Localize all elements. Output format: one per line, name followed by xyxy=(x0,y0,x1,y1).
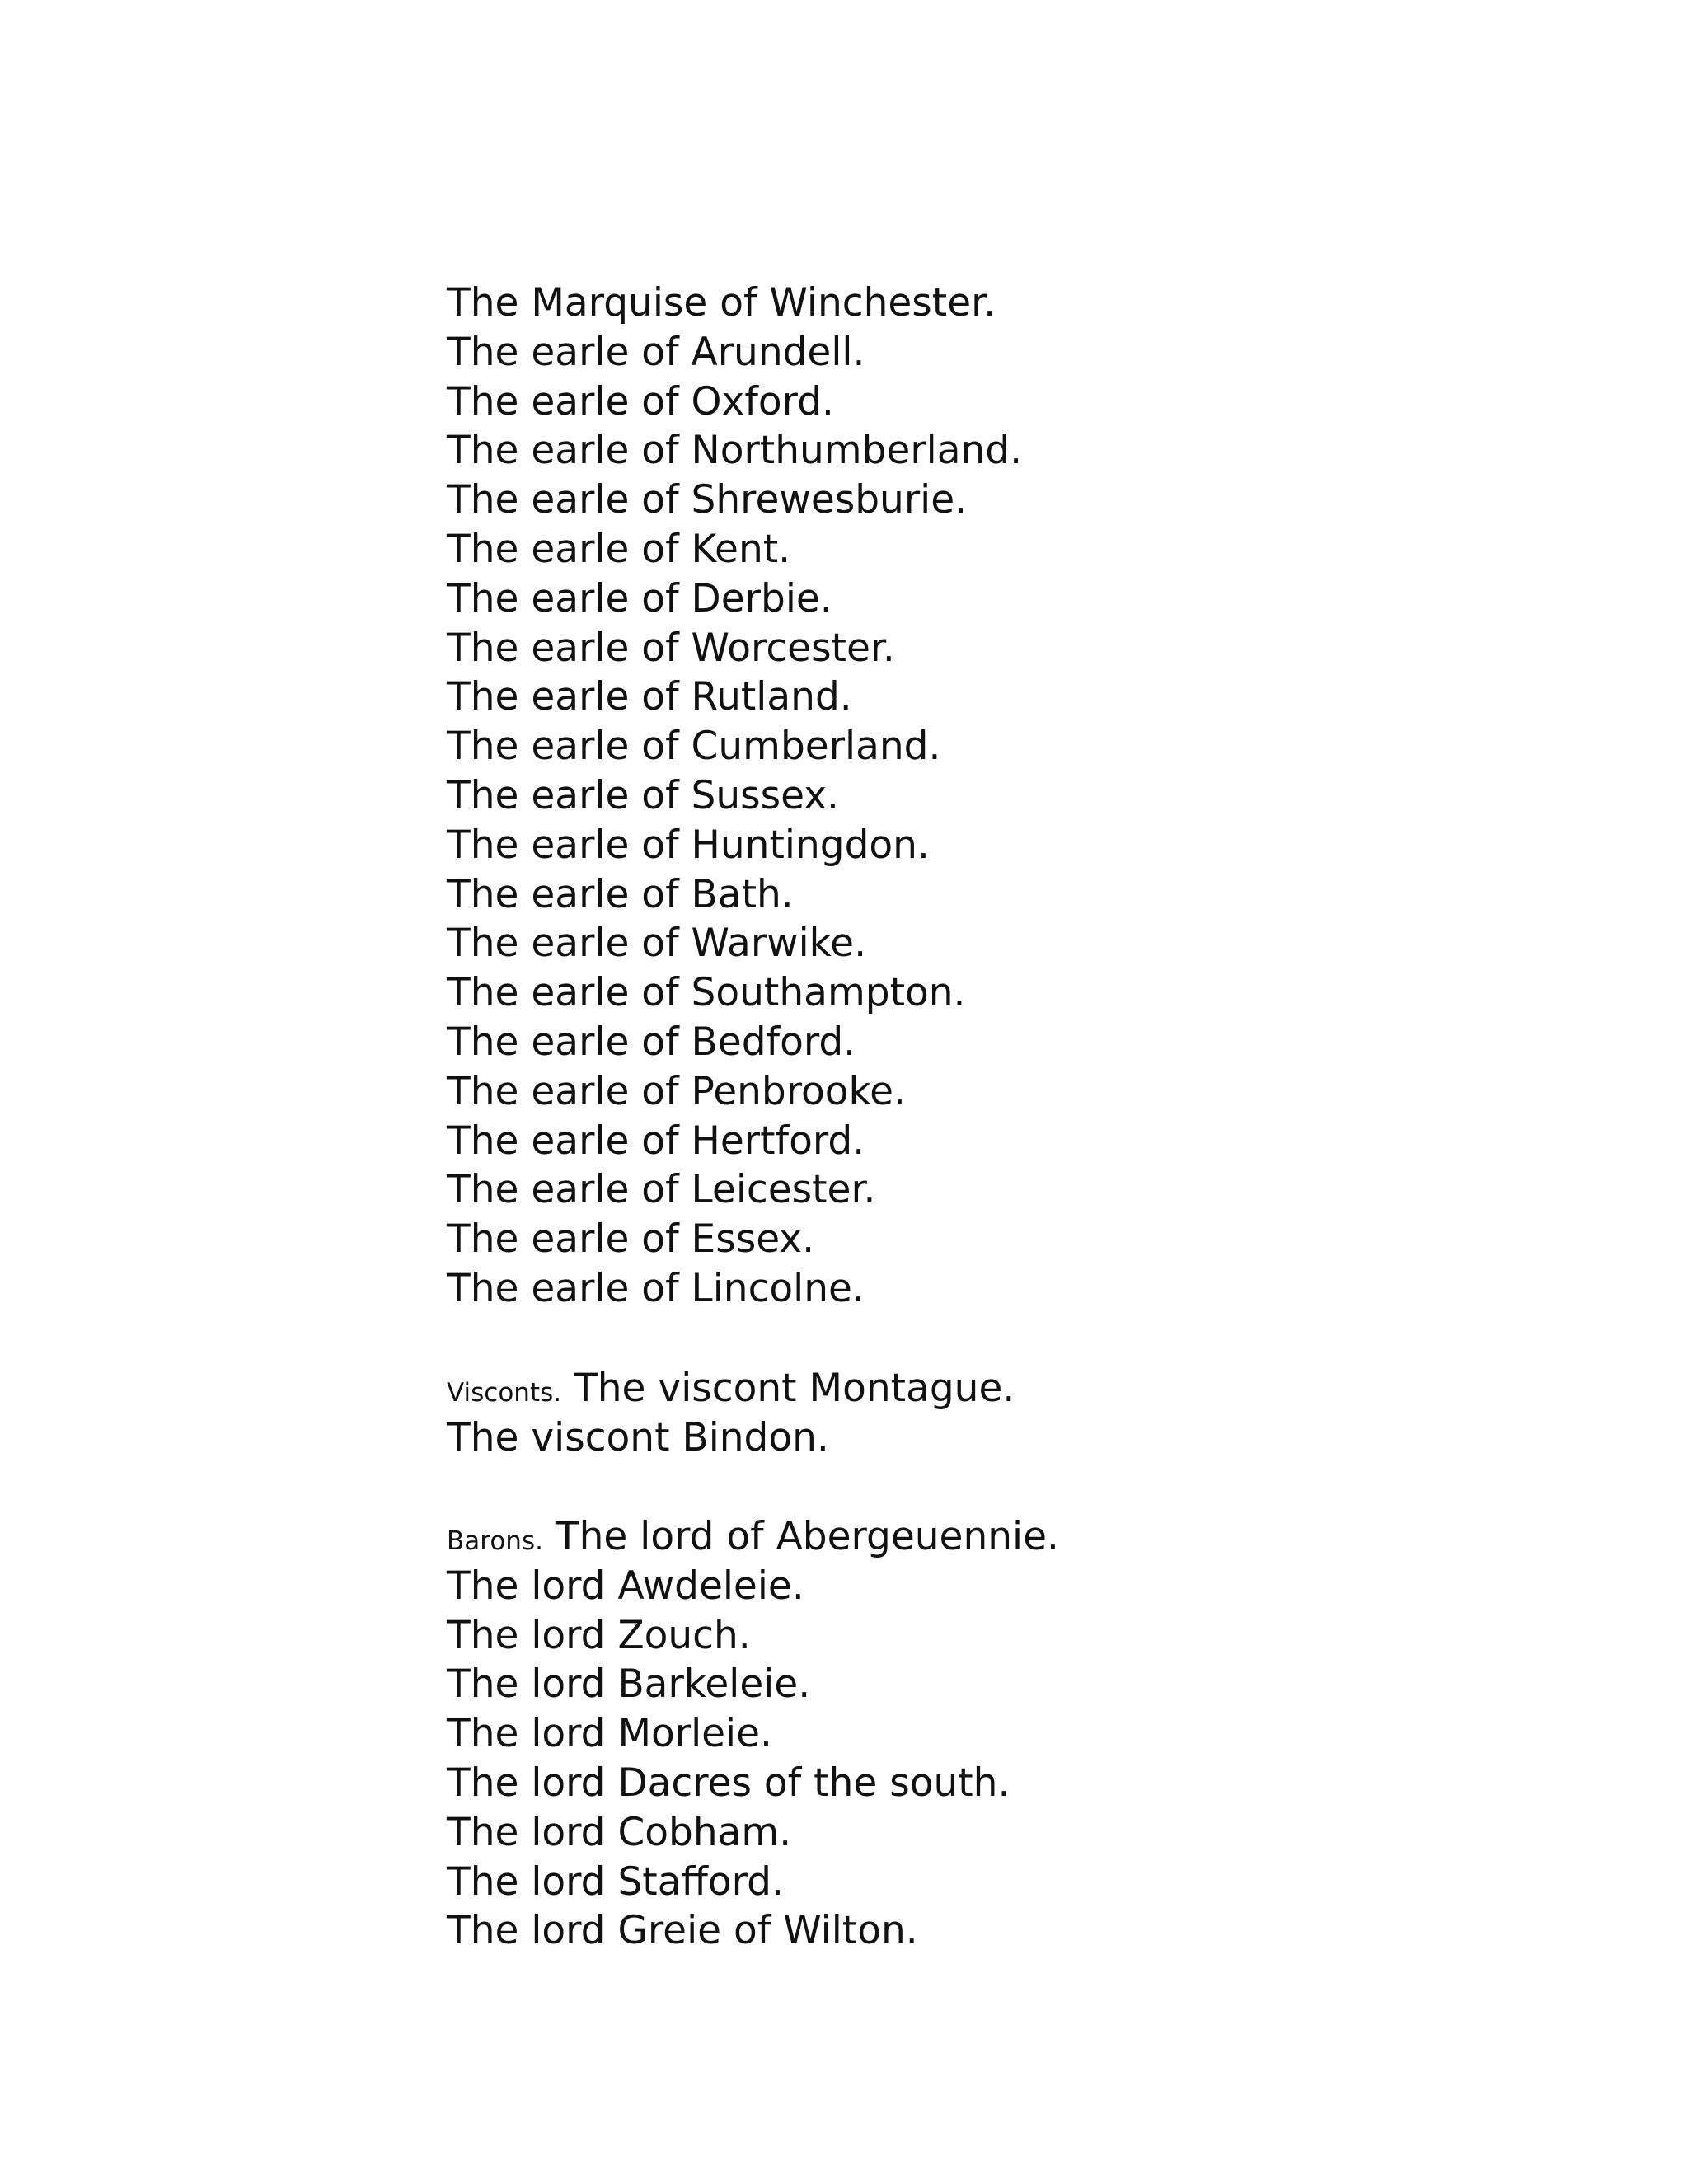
earl-entry: The earle of Essex. xyxy=(447,1216,815,1263)
barons-section xyxy=(447,1512,1059,1956)
baron-entry: The lord Greie of Wilton. xyxy=(447,1908,918,1954)
baron-entry: The lord Dacres of the south. xyxy=(447,1760,1010,1806)
earl-entry: The earle of Rutland. xyxy=(447,674,852,720)
earl-entry: The earle of Shrewesburie. xyxy=(447,477,968,523)
earl-entry: The earle of Warwike. xyxy=(447,921,867,967)
baron-entry: The lord Zouch. xyxy=(447,1612,751,1658)
earl-entry: The earle of Leicester. xyxy=(447,1167,876,1213)
earl-entry: The earle of Arundell. xyxy=(447,329,865,375)
baron-entry: The lord Cobham. xyxy=(447,1809,792,1855)
baron-entry: The lord Barkeleie. xyxy=(447,1661,811,1708)
baron-entry: The lord Stafford. xyxy=(447,1858,784,1905)
earl-entry: The earle of Sussex. xyxy=(447,772,839,818)
earl-entry: The earle of Kent. xyxy=(447,526,791,572)
earl-entry: The earle of Oxford. xyxy=(447,378,834,424)
earls-list xyxy=(447,279,1022,1314)
earl-entry: The earle of Northumberland. xyxy=(447,428,1023,474)
viscount-name: The viscont Montague. xyxy=(574,1366,1015,1411)
viscounts-label: Visconts. xyxy=(447,1378,562,1408)
earl-entry: The earle of Cumberland. xyxy=(447,724,941,770)
earl-entry: The earle of Bath. xyxy=(447,871,794,917)
baron-entry xyxy=(447,1512,1059,1562)
viscounts-section xyxy=(447,1364,1015,1463)
viscount-entry: The viscont Bindon. xyxy=(447,1414,829,1460)
earl-entry: The earle of Derbie. xyxy=(447,575,832,621)
earl-entry: The earle of Southampton. xyxy=(447,970,966,1016)
baron-name: The lord of Abergeuennie. xyxy=(555,1514,1059,1559)
baron-entry: The lord Awdeleie. xyxy=(447,1563,804,1609)
earl-entry: The earle of Worcester. xyxy=(447,625,895,671)
earl-entry: The earle of Hertford. xyxy=(447,1118,865,1164)
earl-entry: The earle of Penbrooke. xyxy=(447,1068,906,1114)
baron-entry: The lord Morleie. xyxy=(447,1711,772,1757)
barons-label: Barons. xyxy=(447,1526,543,1556)
viscount-entry xyxy=(447,1364,1015,1413)
earl-entry: The earle of Huntingdon. xyxy=(447,822,930,868)
earl-entry: The earle of Bedford. xyxy=(447,1019,856,1065)
earl-entry: The Marquise of Winchester. xyxy=(447,280,996,326)
earl-entry: The earle of Lincolne. xyxy=(447,1265,865,1311)
